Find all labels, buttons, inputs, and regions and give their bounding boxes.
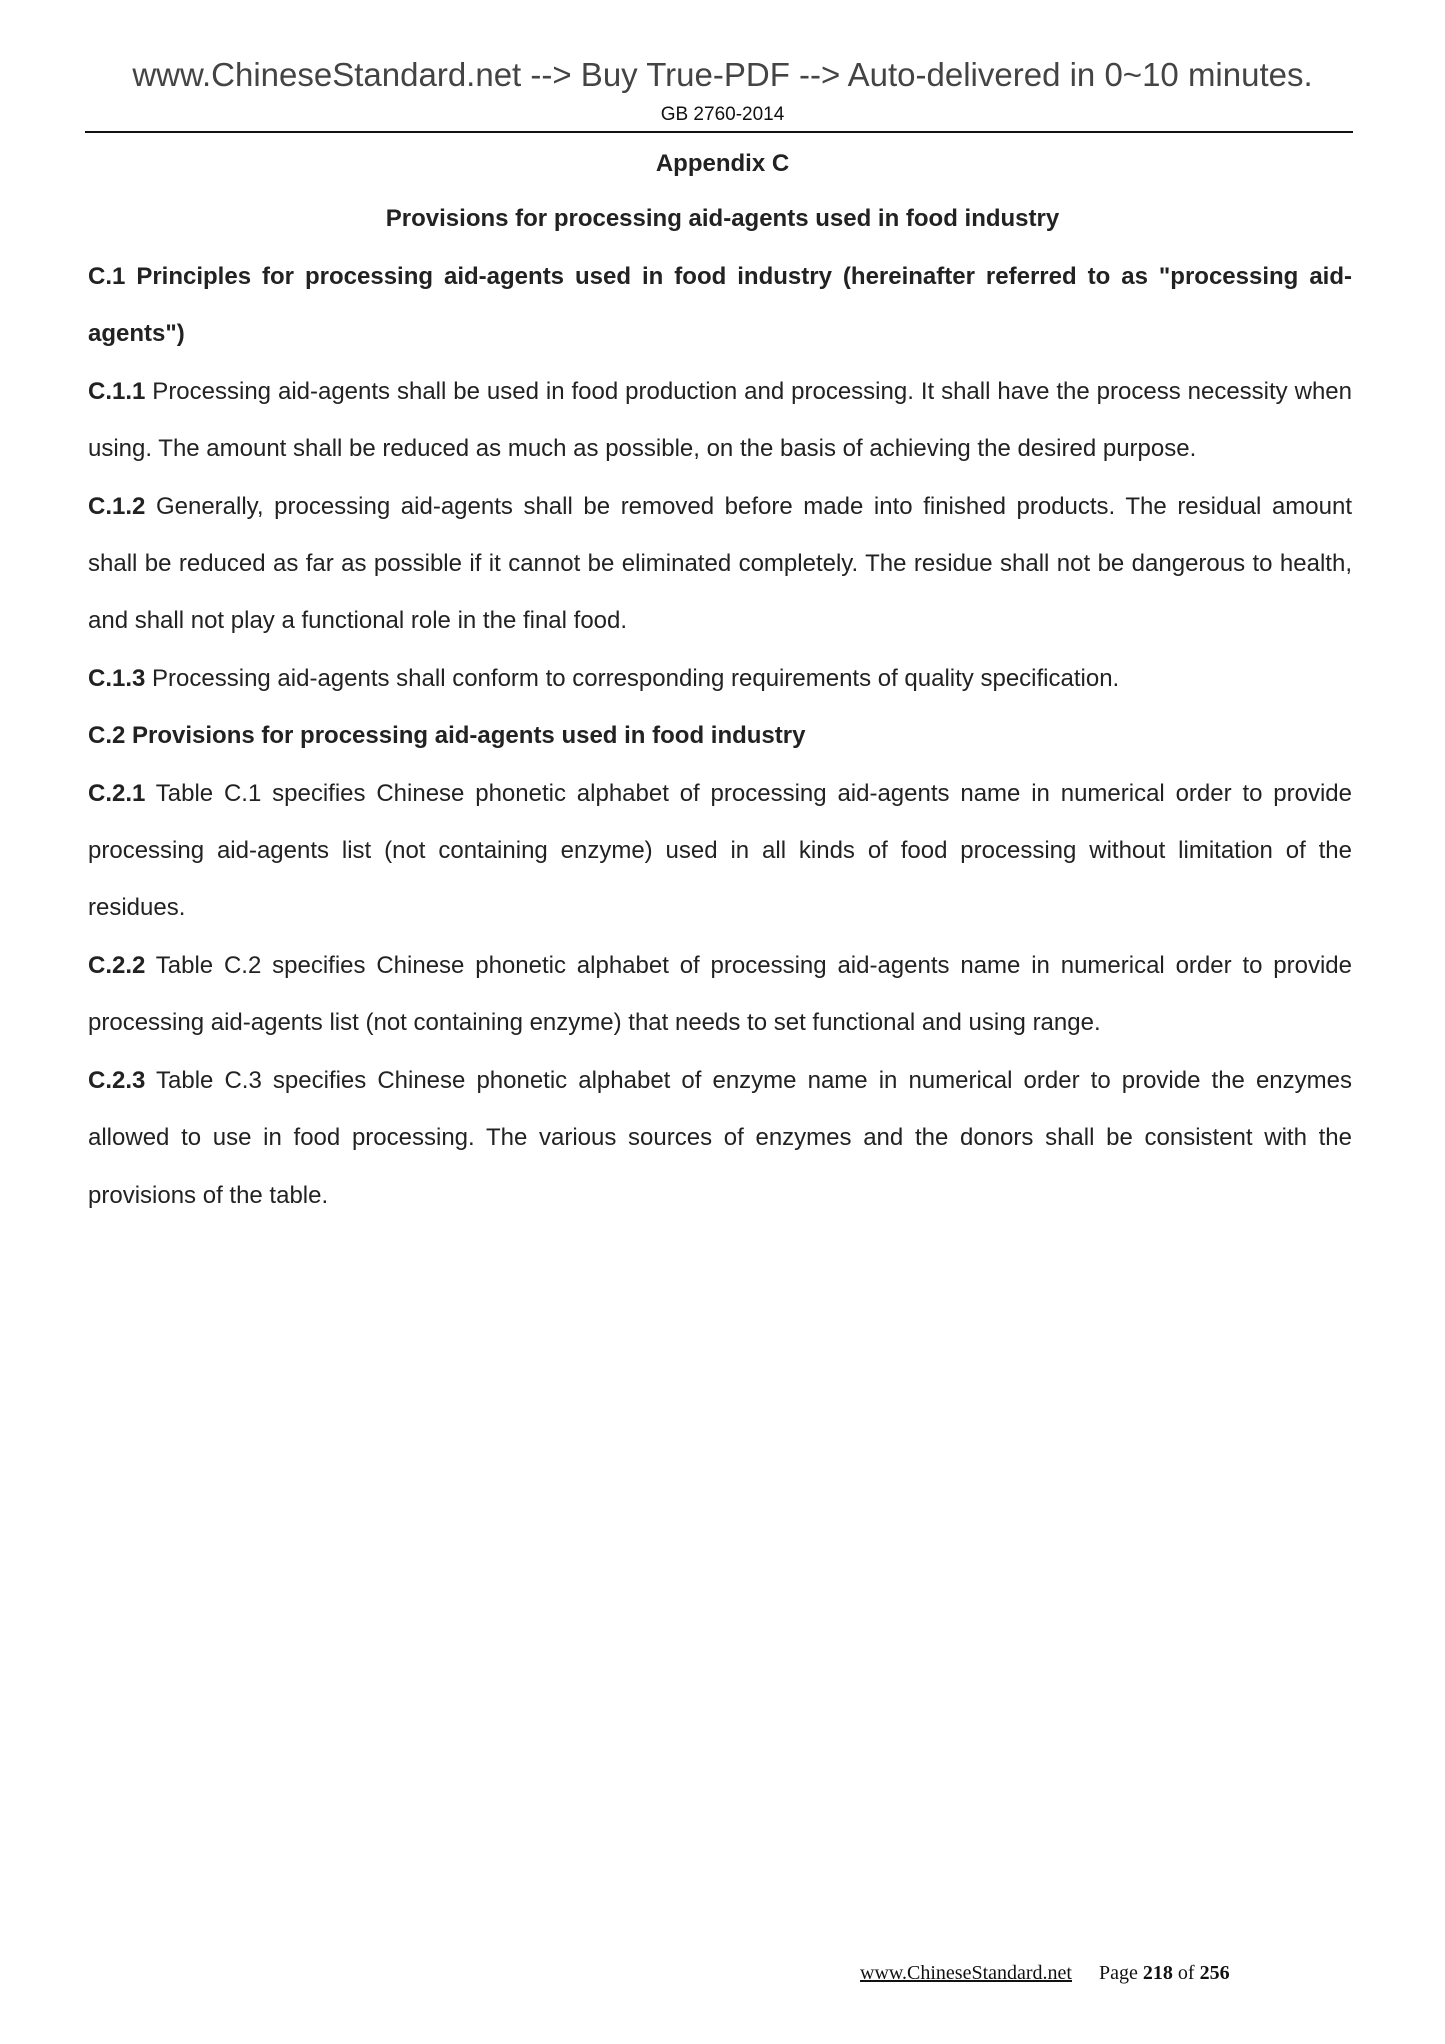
clause-text: Table C.1 specifies Chinese phonetic alphabet of processing aid-agents name in numerical order to provide processing aid-agents list (not containing enzyme) used in all kinds of food processing without limitation of the residues. [88,779,1352,922]
clause-number: C.1.3 [88,664,146,692]
section-heading-c1: C.1 Principles for processing aid-agents used in food industry (hereinafter referred to as "processing aid-agents") [88,263,1352,348]
clause-text: Processing aid-agents shall be used in food production and processing. It shall have the process necessity when using. The amount shall be reduced as much as possible, on the basis of achieving the desired purpose. [88,377,1352,463]
clause-text: Processing aid-agents shall conform to corresponding requirements of quality specification. [145,664,1120,692]
appendix-heading: Appendix C [655,150,790,177]
clause-c-2-3 [88,1052,1352,1224]
clause-number: C.1.1 [88,377,146,405]
clause-text: Generally, processing aid-agents shall be removed before made into finished products. The residual amount shall be reduced as far as possible if it cannot be eliminated completely. The residue shall not be dangerous to health, and shall not play a functional role in the final food. [88,492,1352,635]
clause-c-2-1 [88,765,1352,937]
clause-c-1-3 [88,650,1352,707]
appendix-title: Provisions for processing aid-agents used in food industry [385,205,1060,232]
clause-c-1-2 [88,478,1352,650]
clause-number: C.2.1 [88,779,146,807]
clause-c-2-2 [88,937,1352,1052]
site-banner: www.ChineseStandard.net --> Buy True-PDF --> Auto-delivered in 0~10 minutes. [132,56,1313,93]
clause-number: C.2.3 [88,1066,146,1094]
document-body [88,248,1352,1224]
standard-number: GB 2760-2014 [660,104,785,125]
page-total: 256 [1199,1962,1230,1984]
page-label: Page [1099,1962,1138,1984]
clause-number: C.1.2 [88,492,146,520]
section-heading-c2: C.2 Provisions for processing aid-agents used in food industry [88,722,806,750]
page-footer [860,1962,1230,1985]
header-divider [85,131,1353,133]
page-of: of [1177,1962,1195,1984]
clause-c-1-1 [88,363,1352,478]
clause-text: Table C.3 specifies Chinese phonetic alphabet of enzyme name in numerical order to provide the enzymes allowed to use in food processing. The various sources of enzymes and the donors shall be consistent with the provisions of the table. [88,1066,1352,1209]
clause-number: C.2.2 [88,951,146,979]
footer-site-link[interactable]: www.ChineseStandard.net [860,1962,1072,1984]
clause-text: Table C.2 specifies Chinese phonetic alphabet of processing aid-agents name in numerical order to provide processing aid-agents list (not containing enzyme) that needs to set functional and using range. [88,951,1352,1037]
page-number: 218 [1142,1962,1173,1984]
